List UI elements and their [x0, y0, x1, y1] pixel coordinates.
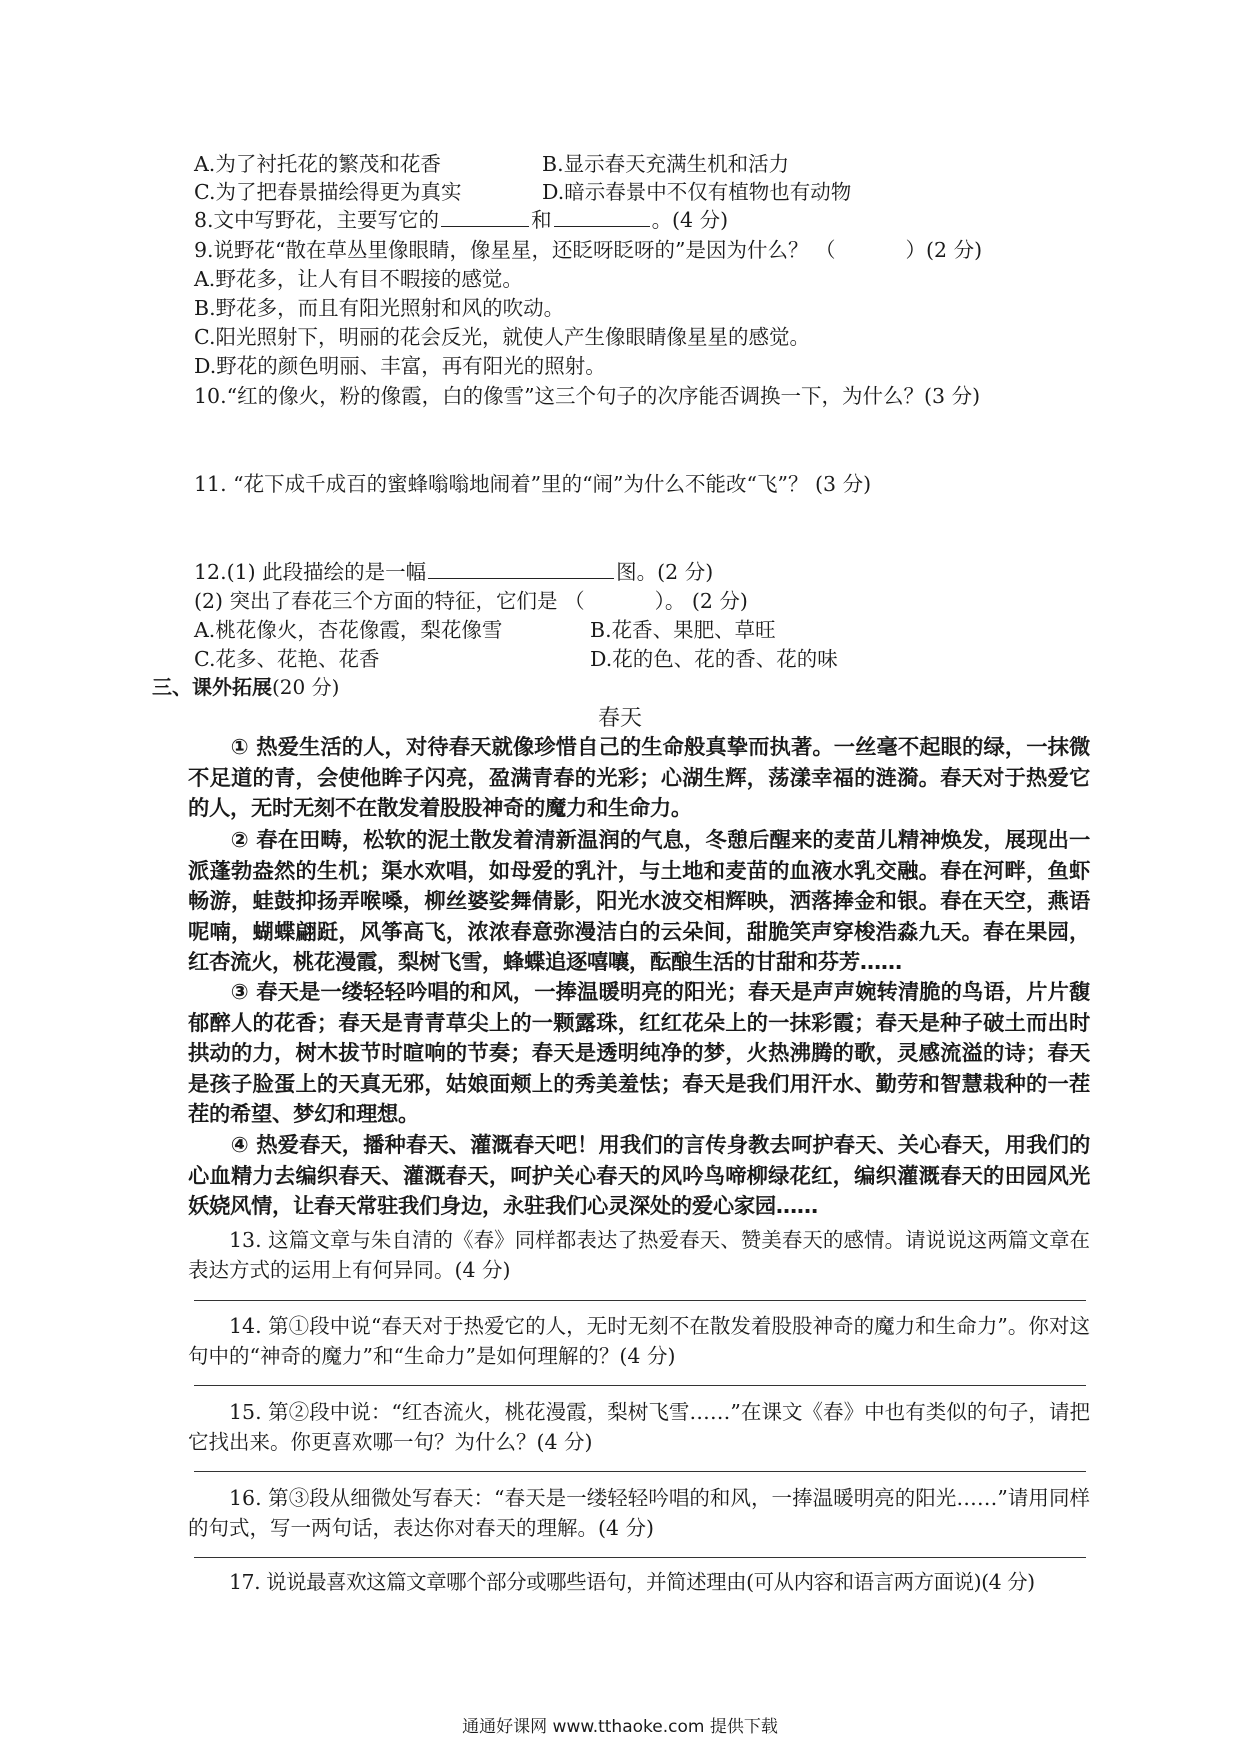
- q12-row-ab: [194, 616, 776, 644]
- q9-option-a: A.野花多，让人有目不暇接的感觉。: [194, 267, 523, 291]
- q12-option-c: C.花多、花艳、花香: [194, 647, 380, 671]
- q8-blank-1[interactable]: [441, 206, 529, 227]
- q9-option-d: D.野花的颜色明丽、丰富，再有阳光的照射。: [194, 354, 606, 378]
- question-14: 14. 第①段中说“春天对于热爱它的人，无时无刻不在散发着股股神奇的魔力和生命力”。你对这句中的“神奇的魔力”和“生命力”是如何理解的？(4 分): [188, 1314, 1090, 1368]
- question-15: 15. 第②段中说：“红杏流火，桃花漫霞，梨树飞雪……”在课文《春》中也有类似的句子，请把它找出来。你更喜欢哪一句？为什么？(4 分): [188, 1400, 1090, 1454]
- q14-answer-line[interactable]: [194, 1385, 1086, 1386]
- article-title: 春天: [597, 706, 642, 731]
- question-12-part-1: [194, 558, 713, 586]
- q9-text: 9.说野花“散在草丛里像眼睛，像星星，还眨呀眨呀的”是因为什么？ （: [194, 238, 836, 262]
- q8-text-post: 。(4 分): [651, 208, 729, 232]
- q9-option-c: C.阳光照射下，明丽的花会反光，就使人产生像眼睛像星星的感觉。: [194, 325, 810, 349]
- q9-score: ）(2 分): [905, 238, 983, 262]
- q15-answer-line[interactable]: [194, 1471, 1086, 1472]
- q8-text-mid: 和: [531, 208, 552, 232]
- question-13: 13. 这篇文章与朱自清的《春》同样都表达了热爱春天、赞美春天的感情。请说说这两篇文章在表达方式的运用上有何异同。(4 分): [188, 1228, 1090, 1282]
- q13-answer-line[interactable]: [194, 1300, 1086, 1301]
- question-9: [194, 236, 982, 264]
- section-score: (20 分): [272, 675, 340, 699]
- article-paragraph-2: ② 春在田畴，松软的泥土散发着清新温润的气息，冬憩后醒来的麦苗儿精神焕发，展现出一派蓬勃盎然的生机；渠水欢唱，如母爱的乳汁，与土地和麦苗的血液水乳交融。春在河畔，鱼虾畅游，蛙鼓抑扬弄喉嗓，柳丝婆娑舞倩影，阳光水波交相辉映，洒落捧金和银。春在天空，燕语呢喃，蝴蝶翩跹，风筝高飞，浓浓春意弥漫洁白的云朵间，甜脆笑声穿梭浩淼九天。春在果园，红杏流火，桃花漫霞，梨树飞雪，蜂蝶追逐嘻嚷，酝酿生活的甘甜和芬芳……: [188, 828, 1090, 975]
- q12-2-score: ）。 (2 分): [654, 589, 748, 613]
- q7-option-b: B.显示春天充满生机和活力: [542, 152, 790, 176]
- q7-row-ab: [194, 150, 790, 178]
- q12-1-text-post: 图。(2 分): [616, 560, 714, 584]
- article-paragraph-3: ③ 春天是一缕轻轻吟唱的和风，一捧温暖明亮的阳光；春天是声声婉转清脆的鸟语，片片馥郁醉人的花香；春天是青青草尖上的一颗露珠，红红花朵上的一抹彩霞；春天是种子破土而出时拱动的力，树木拔节时暄响的节奏；春天是透明纯净的梦，火热沸腾的歌，灵感流溢的诗；春天是孩子脸蛋上的天真无邪，姑娘面颊上的秀美羞怯；春天是我们用汗水、勤劳和智慧栽种的一茬茬的希望、梦幻和理想。: [188, 980, 1090, 1127]
- q12-1-blank[interactable]: [428, 558, 614, 579]
- q7-row-cd: [194, 178, 852, 206]
- q12-1-text-pre: 12.(1) 此段描绘的是一幅: [194, 560, 427, 584]
- q7-option-a: A.为了衬托花的繁茂和花香: [194, 152, 441, 176]
- section-heading: [152, 673, 339, 701]
- q12-2-text: (2) 突出了春花三个方面的特征，它们是 （: [194, 589, 585, 613]
- question-17: 17. 说说最喜欢这篇文章哪个部分或哪些语句，并简述理由(可从内容和语言两方面说)(4 分): [229, 1570, 1035, 1594]
- section-heading-text: 三、课外拓展: [152, 675, 272, 699]
- q8-text-pre: 8.文中写野花，主要写它的: [194, 208, 440, 232]
- q12-option-d: D.花的色、花的香、花的味: [590, 647, 838, 671]
- q16-answer-line[interactable]: [194, 1557, 1086, 1558]
- question-16: 16. 第③段从细微处写春天：“春天是一缕轻轻吟唱的和风，一捧温暖明亮的阳光……”请用同样的句式，写一两句话，表达你对春天的理解。(4 分): [188, 1486, 1090, 1540]
- q9-option-b: B.野花多，而且有阳光照射和风的吹动。: [194, 296, 565, 320]
- question-11: 11. “花下成千成百的蜜蜂嗡嗡地闹着”里的“闹”为什么不能改“飞”？ (3 分): [194, 472, 872, 496]
- question-12-part-2: [194, 587, 748, 615]
- q7-option-d: D.暗示春景中不仅有植物也有动物: [542, 180, 852, 204]
- q7-option-c: C.为了把春景描绘得更为真实: [194, 180, 462, 204]
- article-paragraph-4: ④ 热爱春天，播种春天、灌溉春天吧！用我们的言传身教去呵护春天、关心春天，用我们的心血精力去编织春天、灌溉春天，呵护关心春天的风吟鸟啼柳绿花红，编织灌溉春天的田园风光妖娆风情，让春天常驻我们身边，永驻我们心灵深处的爱心家园……: [188, 1133, 1090, 1219]
- q12-row-cd: [194, 645, 838, 673]
- page-footer: 通通好课网 www.tthaoke.com 提供下载: [462, 1717, 778, 1737]
- q12-option-b: B.花香、果肥、草旺: [590, 618, 776, 642]
- article-paragraph-1: ① 热爱生活的人，对待春天就像珍惜自己的生命般真挚而执著。一丝毫不起眼的绿，一抹微不足道的青，会使他眸子闪亮，盈满青春的光彩；心湖生辉，荡漾幸福的涟漪。春天对于热爱它的人，无时无刻不在散发着股股神奇的魔力和生命力。: [188, 735, 1090, 821]
- question-8: [194, 206, 728, 234]
- question-10: 10.“红的像火，粉的像霞，白的像雪”这三个句子的次序能否调换一下，为什么？(3 分): [194, 384, 981, 408]
- q12-option-a: A.桃花像火，杏花像霞，梨花像雪: [194, 618, 503, 642]
- q8-blank-2[interactable]: [554, 206, 650, 227]
